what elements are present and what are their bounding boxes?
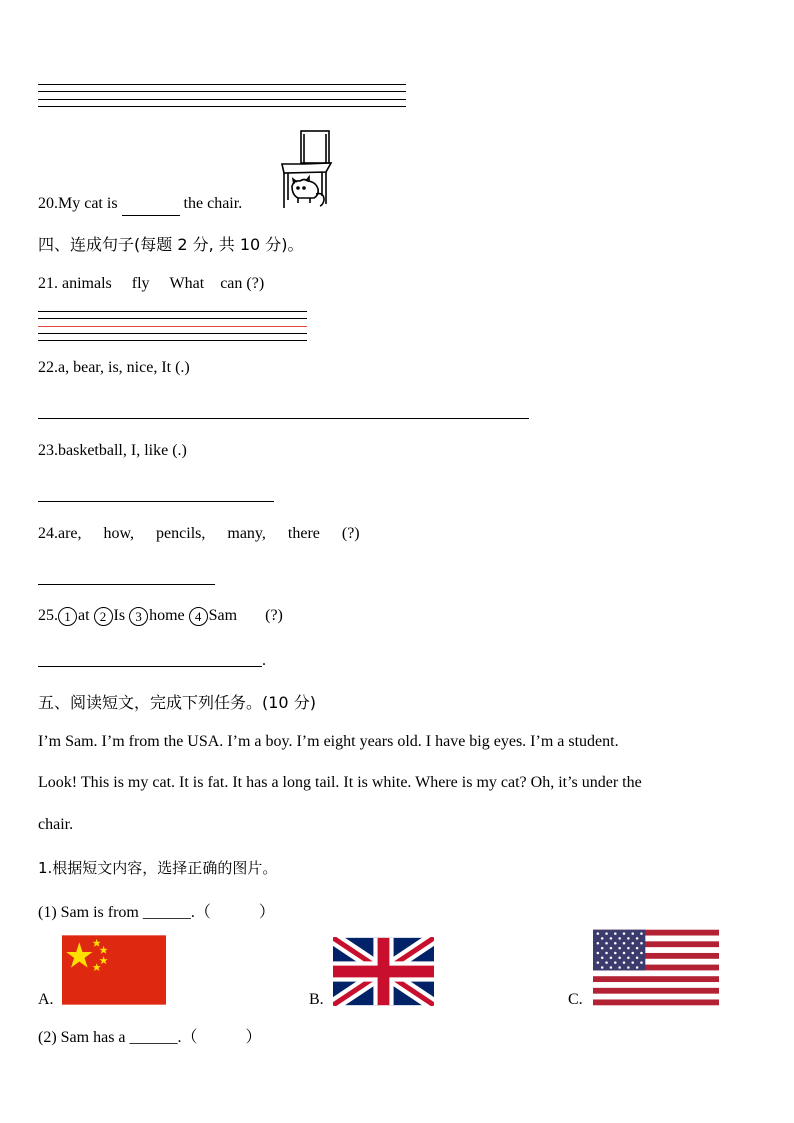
answer-line-q23[interactable] <box>38 501 274 502</box>
question-22: 22.a, bear, is, nice, It (.) <box>38 359 190 376</box>
answer-line-q22[interactable] <box>38 418 529 419</box>
passage-line: Look! This is my cat. It is fat. It has a long tail. It is white. Where is my cat? Oh, it’s under the <box>38 774 642 791</box>
section-5-title: 五、阅读短文，完成下列任务。(10 分) <box>38 693 316 712</box>
sub-question-1: (1) Sam is from ______.（ ） <box>38 902 275 921</box>
option-b-label[interactable]: B. <box>309 991 324 1008</box>
question-20: 20.My cat is the chair. <box>38 195 242 216</box>
passage-line: I’m Sam. I’m from the USA. I’m a boy. I’m eight years old. I have big eyes. I’m a student. <box>38 733 619 750</box>
circled-number: 3 <box>129 607 148 626</box>
chair-with-cat-illustration <box>276 128 336 210</box>
circled-number: 2 <box>94 607 113 626</box>
china-flag[interactable] <box>62 934 166 1006</box>
option-c-label[interactable]: C. <box>568 991 583 1008</box>
question-21: 21. animals fly What can (?) <box>38 275 265 292</box>
answer-line-q25[interactable] <box>38 666 262 667</box>
circled-number: 4 <box>189 607 208 626</box>
circled-number: 1 <box>58 607 77 626</box>
sub-question-2: (2) Sam has a ______.（ ） <box>38 1027 262 1046</box>
question-23: 23.basketball, I, like (.) <box>38 442 187 459</box>
answer-blank[interactable] <box>122 197 180 216</box>
question-25: 25. 1 at 2 Is 3 home 4 Sam (?) <box>38 607 283 624</box>
section-4-title: 四、连成句子(每题 2 分, 共 10 分)。 <box>38 235 304 254</box>
question-24: 24.are, how, pencils, many, there (?) <box>38 525 360 542</box>
uk-flag[interactable] <box>333 937 434 1006</box>
answer-line-q24[interactable] <box>38 584 215 585</box>
usa-flag[interactable] <box>593 929 719 1006</box>
passage-line: chair. <box>38 816 74 833</box>
option-a-label[interactable]: A. <box>38 991 54 1008</box>
task-1-instruction: 1.根据短文内容，选择正确的图片。 <box>38 859 278 877</box>
